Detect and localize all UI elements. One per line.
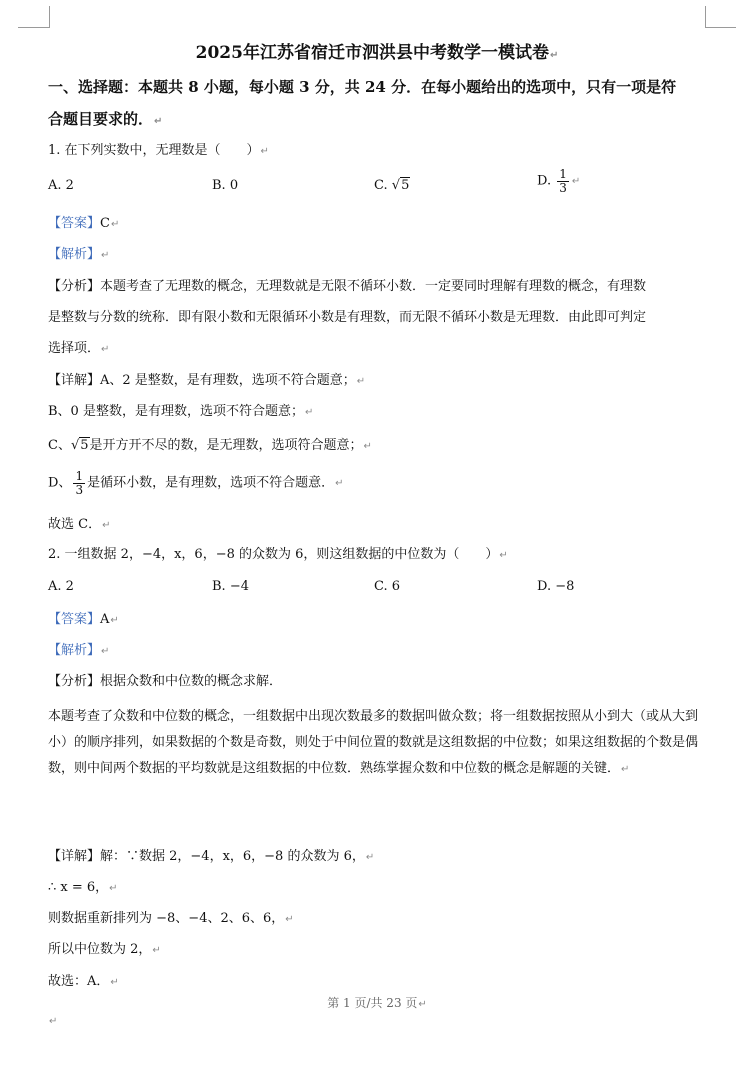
q1-fenxi-line3: 选择项．↵ [48, 341, 110, 356]
q1-analysis-tag: 【解析】↵ [48, 247, 110, 262]
q1-detail-line2: B、0 是整数，是有理数，选项不符合题意；↵ [48, 404, 314, 419]
sqrt-symbol: √5 [70, 438, 89, 453]
q2-option-c: C. 6 [374, 579, 401, 594]
q2-detail-line2: ∴ x = 6，↵ [48, 880, 118, 895]
q2-option-b: B. −4 [212, 579, 249, 594]
q1-fenxi-line1: 【分析】本题考查了无理数的概念，无理数就是无限不循环小数．一定要同时理解有理数的概念，有理数 [48, 279, 647, 294]
sqrt-symbol: √5 [391, 178, 410, 193]
q1-detail-line1: 【详解】A、2 是整数，是有理数，选项不符合题意；↵ [48, 373, 366, 388]
q2-detail-line3: 则数据重新排列为 −8、−4、2、6、6，↵ [48, 911, 294, 926]
crop-mark-left-h [18, 27, 49, 28]
fraction: $\frac{1}{3}$ [75, 469, 84, 497]
page-title: 2025年江苏省宿迁市泗洪县中考数学一模试卷↵ [195, 43, 559, 63]
q1-option-c: C. √5 [374, 178, 410, 193]
crop-mark-right-h [705, 27, 736, 28]
q1-option-b: B. 0 [212, 178, 239, 193]
q1-stem: 1. 在下列实数中，无理数是（ ）↵ [48, 143, 269, 158]
crop-mark-right-v [705, 6, 706, 28]
q2-detail-line1: 【详解】解：∵数据 2，−4，x，6，−8 的众数为 6，↵ [48, 849, 375, 864]
q2-analysis-tag: 【解析】↵ [48, 643, 110, 658]
section-heading-line2: 合题目要求的．↵ [48, 110, 163, 128]
q2-option-a: A. 2 [48, 579, 74, 594]
q1-answer: 【答案】C↵ [48, 216, 120, 231]
q1-option-d: D. $\frac{1}{3}$ ↵ [537, 167, 581, 195]
q2-explanation-paragraph: 本题考查了众数和中位数的概念，一组数据中出现次数最多的数据叫做众数；将一组数据按照从小到大（或从大到小）的顺序排列，如果数据的个数是奇数，则处于中间位置的数就是这组数据的中位数；如果这组数据的个数是偶数，则中间两个数据的平均数就是这组数据的中位数．熟练掌握众数和中位数的概念是解题的关键．↵ [48, 709, 699, 776]
q2-stem: 2. 一组数据 2，−4，x，6，−8 的众数为 6，则这组数据的中位数为（ ）↵ [48, 547, 508, 562]
fraction: $\frac{1}{3}$ [559, 167, 567, 195]
trailing-paragraph-mark: ↵ [49, 1016, 58, 1027]
crop-mark-left-v [49, 6, 50, 28]
q2-answer: 【答案】A↵ [48, 612, 119, 627]
q2-fenxi: 【分析】根据众数和中位数的概念求解． [48, 674, 283, 689]
q2-option-d: D. −8 [537, 579, 575, 594]
q1-option-a: A. 2 [48, 178, 74, 193]
q2-conclusion: 故选：A．↵ [48, 974, 119, 989]
q1-detail-line3: C、√5是开方开不尽的数，是无理数，选项符合题意；↵ [48, 438, 372, 453]
q2-detail-line4: 所以中位数为 2，↵ [48, 942, 161, 957]
page-footer: 第 1 页/共 23 页↵ [327, 996, 427, 1010]
q1-fenxi-line2: 是整数与分数的统称．即有限小数和无限循环小数是有理数，而无限不循环小数是无理数．由此即可判定 [48, 310, 647, 325]
section-heading-line1: 一、选择题：本题共 8 小题，每小题 3 分，共 24 分．在每小题给出的选项中，只有一项是符 [48, 78, 677, 96]
q1-detail-line4: D、 $\frac{1}{3}$ 是循环小数，是有理数，选项不符合题意．↵ [48, 469, 344, 497]
q1-conclusion: 故选 C．↵ [48, 517, 111, 532]
